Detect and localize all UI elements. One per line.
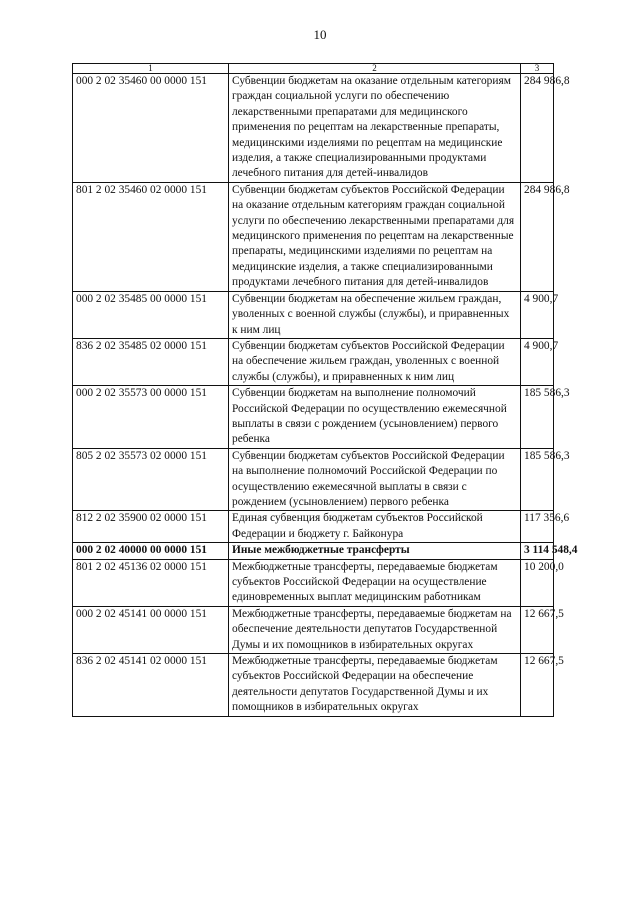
row-name: Субвенции бюджетам субъектов Российской Федерации на выполнение полномочий Российской Федерации по осуществлению ежемесячной выплаты в связи с рождением (усыновлением) первого ребенка bbox=[229, 448, 521, 511]
table-row bbox=[73, 606, 554, 653]
header-col-3: 3 bbox=[521, 64, 554, 74]
budget-table bbox=[72, 63, 578, 717]
row-code: 000 2 02 35485 00 0000 151 bbox=[73, 291, 229, 338]
table-row bbox=[73, 448, 554, 511]
row-code: 000 2 02 40000 00 0000 151 bbox=[73, 543, 229, 559]
row-name: Иные межбюджетные трансферты bbox=[229, 543, 521, 559]
row-code: 000 2 02 35460 00 0000 151 bbox=[73, 74, 229, 183]
row-code: 812 2 02 35900 02 0000 151 bbox=[73, 511, 229, 543]
row-amount: 185 586,3 bbox=[521, 386, 554, 449]
row-amount: 4 900,7 bbox=[521, 291, 554, 338]
row-code: 836 2 02 45141 02 0000 151 bbox=[73, 654, 229, 717]
row-amount: 12 667,5 bbox=[521, 606, 554, 653]
row-code: 801 2 02 35460 02 0000 151 bbox=[73, 182, 229, 291]
table-row bbox=[73, 338, 554, 385]
row-name: Межбюджетные трансферты, передаваемые бюджетам на обеспечение деятельности депутатов Государственной Думы и их помощников в избирательных округах bbox=[229, 606, 521, 653]
row-name: Субвенции бюджетам субъектов Российской Федерации на обеспечение жильем граждан, уволенных с военной службы (службы), и приравненных к ним лиц bbox=[229, 338, 521, 385]
row-amount: 4 900,7 bbox=[521, 338, 554, 385]
row-amount: 284 986,8 bbox=[521, 182, 554, 291]
table-row bbox=[73, 291, 554, 338]
row-name: Межбюджетные трансферты, передаваемые бюджетам субъектов Российской Федерации на осуществление единовременных выплат медицинским работникам bbox=[229, 559, 521, 606]
row-code: 000 2 02 45141 00 0000 151 bbox=[73, 606, 229, 653]
table-header-row bbox=[73, 64, 554, 74]
row-code: 805 2 02 35573 02 0000 151 bbox=[73, 448, 229, 511]
row-name: Субвенции бюджетам субъектов Российской Федерации на оказание отдельным категориям граждан социальной услуги по обеспечению лекарственными препаратами для медицинского применения по рецептам на лекарственные препараты, медицинскими изделиями по рецептам на медицинские изделия, а также специализированными продуктами лечебного питания для детей-инвалидов bbox=[229, 182, 521, 291]
table-row bbox=[73, 74, 554, 183]
row-code: 836 2 02 35485 02 0000 151 bbox=[73, 338, 229, 385]
row-name: Единая субвенция бюджетам субъектов Российской Федерации и бюджету г. Байконура bbox=[229, 511, 521, 543]
row-amount: 10 200,0 bbox=[521, 559, 554, 606]
table-body bbox=[73, 74, 578, 717]
table-row bbox=[73, 182, 554, 291]
row-name: Субвенции бюджетам на выполнение полномочий Российской Федерации по осуществлению ежемесячной выплаты в связи с рождением (усыновлением) первого ребенка bbox=[229, 386, 521, 449]
row-amount: 117 356,6 bbox=[521, 511, 554, 543]
row-code: 000 2 02 35573 00 0000 151 bbox=[73, 386, 229, 449]
table-row bbox=[73, 543, 554, 559]
row-name: Субвенции бюджетам на обеспечение жильем граждан, уволенных с военной службы (службы), и приравненных к ним лиц bbox=[229, 291, 521, 338]
row-name: Субвенции бюджетам на оказание отдельным категориям граждан социальной услуги по обеспечению лекарственными препаратами для медицинского применения по рецептам на лекарственные препараты, медицинскими изделиями по рецептам на медицинские изделия, а также специализированными продуктами лечебного питания для детей-инвалидов bbox=[229, 74, 521, 183]
table-row bbox=[73, 386, 554, 449]
row-amount: 284 986,8 bbox=[521, 74, 554, 183]
table-row bbox=[73, 654, 554, 717]
row-code: 801 2 02 45136 02 0000 151 bbox=[73, 559, 229, 606]
table-row bbox=[73, 559, 554, 606]
row-amount: 3 114 548,4 bbox=[521, 543, 554, 559]
row-name: Межбюджетные трансферты, передаваемые бюджетам субъектов Российской Федерации на обеспечение деятельности депутатов Государственной Думы и их помощников в избирательных округах bbox=[229, 654, 521, 717]
row-amount: 185 586,3 bbox=[521, 448, 554, 511]
row-amount: 12 667,5 bbox=[521, 654, 554, 717]
page-number: 10 bbox=[313, 27, 327, 42]
header-col-1: 1 bbox=[73, 64, 229, 74]
table-row bbox=[73, 511, 554, 543]
header-col-2: 2 bbox=[229, 64, 521, 74]
